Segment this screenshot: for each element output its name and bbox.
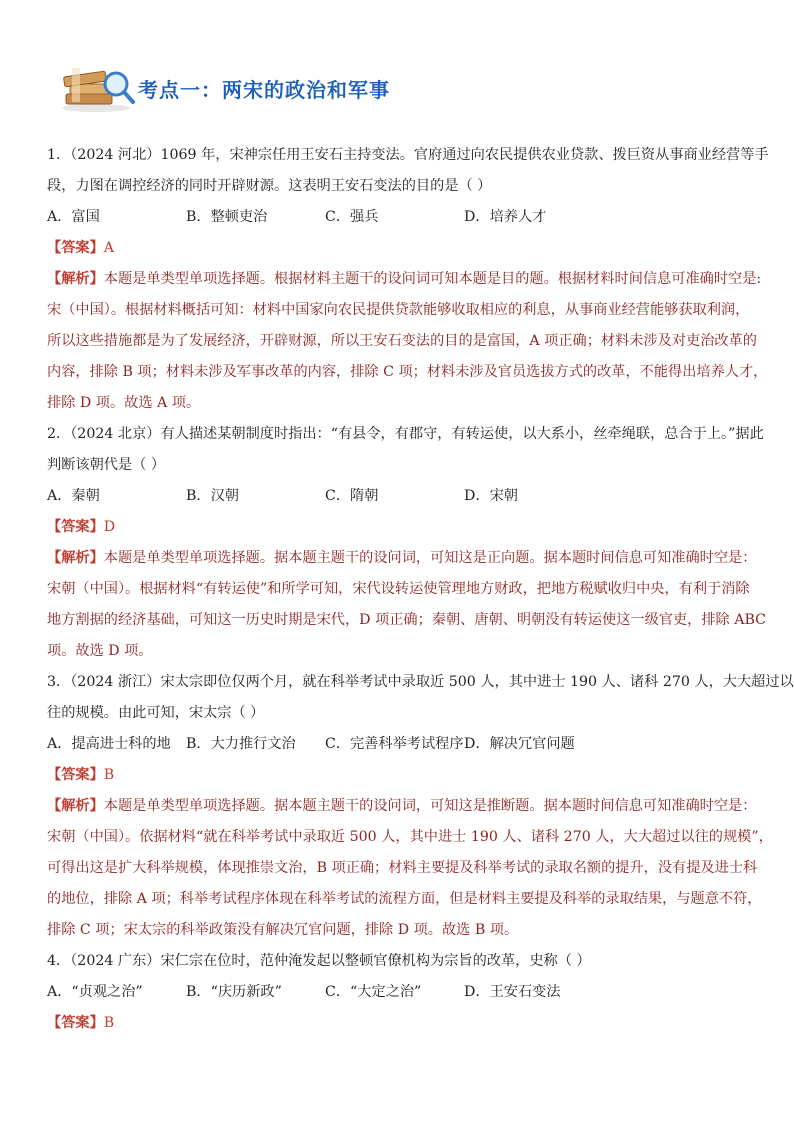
analysis-line: 排除 C 项；宋太宗的科举政策没有解决冗官问题，排除 D 项。故选 B 项。	[47, 922, 519, 938]
analysis-label: 【解析】	[47, 798, 104, 814]
analysis-line: 可得出这是扩大科举规模，体现推崇文治，B 项正确；材料主要提及科举考试的录取名额的提升，没有提及进士科	[47, 860, 758, 876]
answer-line	[47, 233, 757, 264]
analysis-line: 排除 D 项。故选 A 项。	[47, 395, 201, 411]
question-item	[47, 140, 769, 419]
answer-label: 【答案】	[47, 240, 104, 256]
option-d: D．解决冗官问题	[464, 736, 575, 752]
section-header	[58, 60, 478, 116]
option-c: C．完善科举考试程序	[325, 736, 464, 752]
option-c: C．隋朝	[325, 488, 379, 504]
analysis-line: 内容，排除 B 项；材料未涉及军事改革的内容，排除 C 项；材料未涉及官员选拔方式的改革，不能得出培养人才，	[47, 364, 768, 380]
answer-line	[47, 1008, 757, 1039]
answer-value: D	[103, 519, 116, 535]
option-d: D．培养人才	[464, 209, 547, 225]
question-stem-line: 判断该朝代是（ ）	[47, 457, 166, 473]
analysis-line: 宋（中国）。根据材料概括可知：材料中国家向农民提供贷款能够收取相应的利息，从事商业经营能够获取利润，	[47, 302, 750, 318]
option-d: D．王安石变法	[464, 984, 561, 1000]
option-a: A．秦朝	[47, 488, 100, 504]
option-row	[47, 202, 757, 233]
answer-label: 【答案】	[47, 1015, 104, 1031]
analysis-text: 本题是单类型单项选择题。据本题主题干的设问词，可知这是推断题。据本题时间信息可知准确时空是：	[103, 798, 757, 814]
question-stem-line: 段，力图在调控经济的同时开辟财源。这表明王安石变法的目的是（ ）	[47, 178, 492, 194]
analysis-line: 地方割据的经济基础，可知这一历史时期是宋代，D 项正确；秦朝、唐朝、明朝没有转运使这一级官吏，排除 ABC	[47, 612, 767, 628]
question-list	[47, 140, 794, 1039]
option-a: A．提高进士科的地	[47, 736, 171, 752]
question-item	[47, 946, 757, 1039]
analysis-text: 本题是单类型单项选择题。根据材料主题干的设问词可知本题是目的题。根据材料时间信息可准确时空是:	[103, 271, 762, 287]
option-b: B．大力推行文治	[186, 736, 296, 752]
option-a: A．富国	[47, 209, 100, 225]
answer-line	[47, 512, 757, 543]
question-stem-line: 2．（2024 北京）有人描述某朝制度时指出：“有县令，有郡守，有转运使，以大系小，丝牵绳联，总合于上。”据此	[47, 426, 764, 442]
answer-label: 【答案】	[47, 767, 104, 783]
option-d: D．宋朝	[464, 488, 518, 504]
analysis-line: 的地位，排除 A 项；科举考试程序体现在科举考试的流程方面，但是材料主要提及科举的录取结果，与题意不符，	[47, 891, 762, 907]
analysis-line: 项。故选 D 项。	[47, 643, 153, 659]
option-c: C．强兵	[325, 209, 379, 225]
question-item	[47, 667, 794, 946]
answer-line	[47, 760, 757, 791]
analysis-line: 宋朝（中国）。依据材料“就在科举考试中录取近 500 人，其中进士 190 人、诸科 270 人，大大超过以往的规模”，	[47, 829, 773, 845]
option-a: A．“贞观之治”	[47, 984, 143, 1000]
books-magnifier-icon	[58, 60, 138, 114]
analysis-label: 【解析】	[47, 271, 104, 287]
question-item	[47, 419, 767, 667]
analysis-text: 本题是单类型单项选择题。据本题主题干的设问词，可知这是正向题。据本题时间信息可知准确时空是：	[103, 550, 757, 566]
answer-value: A	[103, 240, 115, 256]
analysis-line: 所以这些措施都是为了发展经济，开辟财源，所以王安石变法的目的是富国，A 项正确；材料未涉及对吏治改革的	[47, 333, 757, 349]
analysis-line	[47, 543, 757, 574]
page-title: 考点一：两宋的政治和军事	[138, 78, 390, 102]
question-stem-line: 4．（2024 广东）宋仁宗在位时，范仲淹发起以整顿官僚机构为宗旨的改革，史称（ ）	[47, 953, 591, 969]
question-stem-line: 1．（2024 河北）1069 年，宋神宗任用王安石主持变法。官府通过向农民提供农业贷款、拨巨资从事商业经营等手	[47, 147, 769, 163]
question-stem-line: 3．（2024 浙江）宋太宗即位仅两个月，就在科举考试中录取近 500 人，其中进士 190 人、诸科 270 人，大大超过以	[47, 674, 794, 690]
option-b: B．“庆历新政”	[186, 984, 282, 1000]
option-b: B．汉朝	[186, 488, 239, 504]
analysis-line: 宋朝（中国）。根据材料“有转运使”和所学可知，宋代设转运使管理地方财政，把地方税赋收归中央，有利于消除	[47, 581, 750, 597]
answer-value: B	[103, 767, 115, 783]
option-row	[47, 977, 757, 1008]
option-b: B．整顿吏治	[186, 209, 268, 225]
analysis-label: 【解析】	[47, 550, 104, 566]
answer-value: B	[103, 1015, 115, 1031]
option-c: C．“大定之治”	[325, 984, 422, 1000]
analysis-line	[47, 264, 762, 295]
question-stem-line: 往的规模。由此可知，宋太宗（ ）	[47, 705, 265, 721]
answer-label: 【答案】	[47, 519, 104, 535]
option-row	[47, 481, 757, 512]
option-row	[47, 729, 757, 760]
analysis-line	[47, 791, 757, 822]
